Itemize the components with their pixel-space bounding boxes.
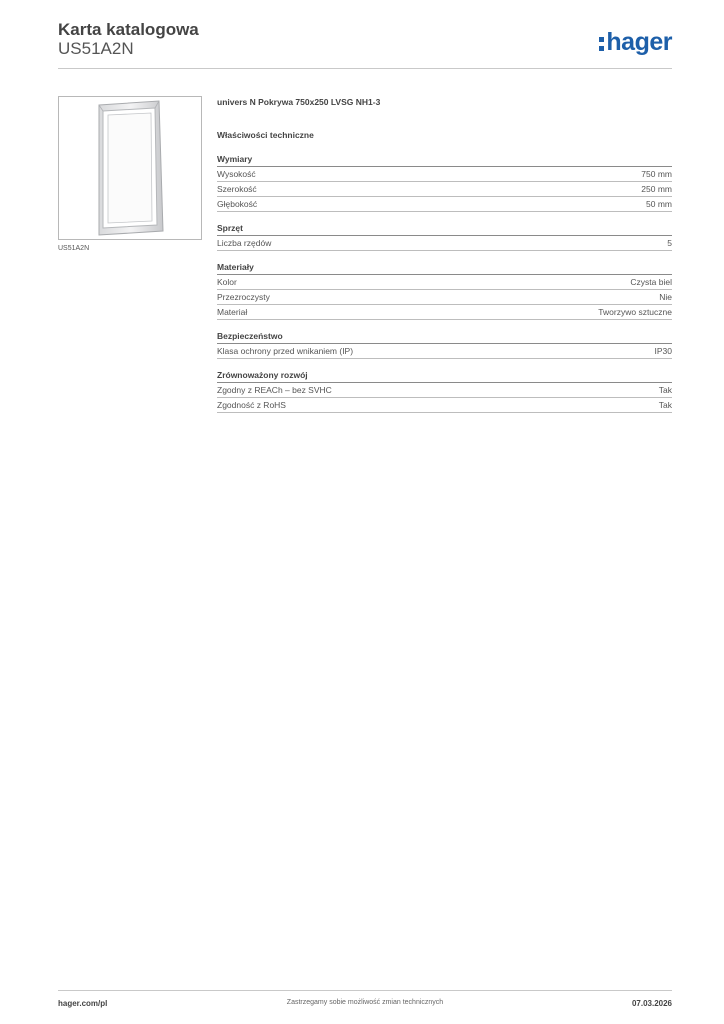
spec-value: Czysta biel — [630, 277, 672, 287]
group-title: Bezpieczeństwo — [217, 330, 672, 344]
spec-value: Tworzywo sztuczne — [598, 307, 672, 317]
footer-date: 07.03.2026 — [631, 999, 672, 1008]
section-title: Właściwości techniczne — [217, 130, 314, 140]
hager-logo — [599, 28, 672, 56]
spec-label: Przezroczysty — [217, 292, 270, 302]
spec-row — [217, 236, 672, 251]
group-title: Sprzęt — [217, 222, 672, 236]
spec-row — [217, 182, 672, 197]
logo-text: hager — [606, 28, 672, 56]
product-code: US51A2N — [58, 39, 134, 58]
group-sustainability — [217, 369, 672, 413]
spec-value: Tak — [658, 400, 672, 410]
product-name: univers N Pokrywa 750x250 LVSG NH1-3 — [217, 97, 381, 107]
spec-row — [217, 197, 672, 212]
page-footer — [58, 990, 672, 1015]
document-title: Karta katalogowa — [58, 20, 199, 39]
spec-label: Kolor — [217, 277, 237, 287]
group-title: Materiały — [217, 261, 672, 275]
spec-label: Klasa ochrony przed wnikaniem (IP) — [217, 346, 354, 356]
spec-label: Zgodność z RoHS — [217, 400, 286, 410]
footer-website-link[interactable]: hager.com/pl — [58, 999, 108, 1008]
product-image — [58, 96, 202, 240]
spec-label: Szerokość — [217, 184, 257, 194]
spec-value: Nie — [659, 292, 672, 302]
group-title: Wymiary — [217, 153, 672, 167]
spec-content — [217, 96, 672, 423]
spec-row — [217, 275, 672, 290]
group-safety — [217, 330, 672, 359]
group-dimensions — [217, 153, 672, 212]
spec-row — [217, 398, 672, 413]
spec-label: Wysokość — [217, 169, 256, 179]
page-header — [58, 20, 672, 69]
group-title: Zrównoważony rozwój — [217, 369, 672, 383]
spec-value: 50 mm — [646, 199, 672, 209]
spec-value: 5 — [667, 238, 672, 248]
logo-colon-mark — [599, 35, 605, 51]
group-materials — [217, 261, 672, 320]
spec-label: Liczba rzędów — [217, 238, 272, 248]
spec-row — [217, 167, 672, 182]
image-caption: US51A2N — [58, 245, 90, 252]
spec-row — [217, 383, 672, 398]
spec-row — [217, 344, 672, 359]
footer-disclaimer: Zastrzegamy sobie możliwość zmian technicznych — [286, 999, 444, 1006]
group-equipment — [217, 222, 672, 251]
spec-label: Głębokość — [217, 199, 258, 209]
spec-value: IP30 — [654, 346, 672, 356]
spec-value: 750 mm — [641, 169, 672, 179]
spec-value: 250 mm — [641, 184, 672, 194]
spec-label: Zgodny z REACh – bez SVHC — [217, 385, 332, 395]
spec-value: Tak — [658, 385, 672, 395]
spec-row — [217, 290, 672, 305]
spec-label: Materiał — [217, 307, 248, 317]
spec-row — [217, 305, 672, 320]
